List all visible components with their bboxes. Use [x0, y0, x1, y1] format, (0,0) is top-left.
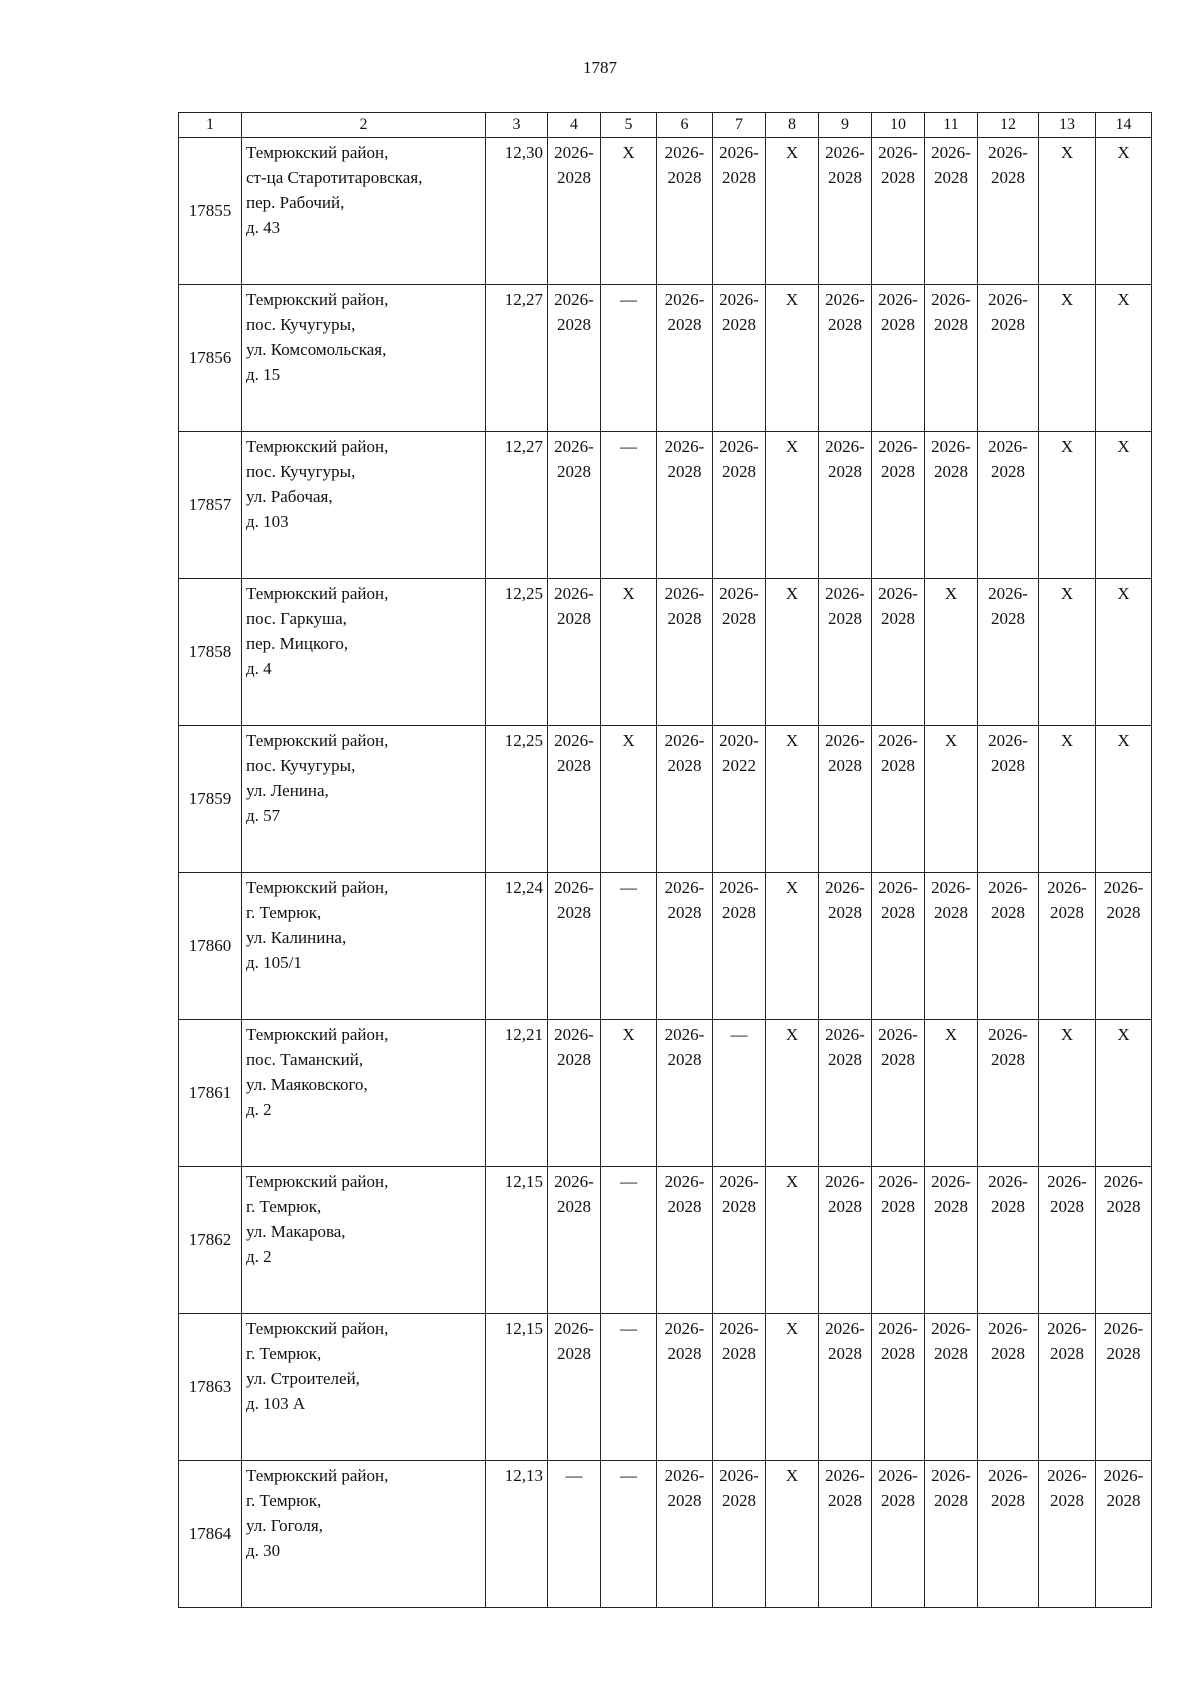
period-cell: —	[601, 1167, 657, 1314]
period-cell: Х	[766, 1314, 819, 1461]
period-cell: Х	[925, 579, 978, 726]
address-line: Темрюкский район,	[246, 290, 389, 309]
address-cell	[242, 873, 486, 1020]
column-header: 7	[713, 113, 766, 138]
address-cell	[242, 1314, 486, 1461]
record-number: 17863	[179, 1314, 242, 1461]
address-line: д. 103 А	[246, 1394, 306, 1413]
table-row	[179, 432, 1152, 579]
period-cell: Х	[1039, 138, 1096, 285]
address-line: пос. Кучугуры,	[246, 462, 356, 481]
address-line: ул. Комсомольская,	[246, 340, 387, 359]
column-header: 11	[925, 113, 978, 138]
record-number: 17860	[179, 873, 242, 1020]
period-cell: 2026- 2028	[978, 138, 1039, 285]
address-line: пер. Рабочий,	[246, 193, 345, 212]
address-line: д. 4	[246, 659, 272, 678]
address-line: Темрюкский район,	[246, 731, 389, 750]
address-line: ул. Маяковского,	[246, 1075, 368, 1094]
address-line: ул. Макарова,	[246, 1222, 346, 1241]
address-line: Темрюкский район,	[246, 878, 389, 897]
period-cell: 2026- 2028	[819, 1020, 872, 1167]
period-cell: Х	[1039, 432, 1096, 579]
address-line: г. Темрюк,	[246, 903, 322, 922]
period-cell: 2026- 2028	[548, 1314, 601, 1461]
period-cell: —	[601, 432, 657, 579]
address-line: г. Темрюк,	[246, 1197, 322, 1216]
address-line: ул. Калинина,	[246, 928, 347, 947]
period-cell: 2026- 2028	[872, 138, 925, 285]
record-number: 17862	[179, 1167, 242, 1314]
period-cell: 2026- 2028	[548, 726, 601, 873]
address-cell	[242, 138, 486, 285]
period-cell: 2026- 2028	[925, 873, 978, 1020]
period-cell: Х	[766, 1167, 819, 1314]
column-number-row	[179, 113, 1152, 138]
page-number: 1787	[583, 58, 617, 77]
period-cell: 2026- 2028	[1096, 1167, 1152, 1314]
address-cell	[242, 432, 486, 579]
period-cell: 2026- 2028	[978, 1461, 1039, 1608]
table-body	[179, 138, 1152, 1608]
address-cell	[242, 726, 486, 873]
period-cell: Х	[766, 873, 819, 1020]
period-cell: 2026- 2028	[978, 1314, 1039, 1461]
period-cell: 2026- 2028	[657, 873, 713, 1020]
table-row	[179, 1167, 1152, 1314]
period-cell: 2026- 2028	[1039, 1314, 1096, 1461]
address-line: Темрюкский район,	[246, 1466, 389, 1485]
period-cell: 2026- 2028	[548, 432, 601, 579]
period-cell: 2026- 2028	[872, 873, 925, 1020]
period-cell: Х	[766, 579, 819, 726]
period-cell: Х	[1039, 1020, 1096, 1167]
period-cell: 2026- 2028	[548, 285, 601, 432]
period-cell: 2026- 2028	[657, 726, 713, 873]
period-cell: 2026- 2028	[819, 285, 872, 432]
address-cell	[242, 1461, 486, 1608]
area-cell: 12,15	[486, 1314, 548, 1461]
period-cell: 2026- 2028	[819, 1167, 872, 1314]
period-cell: Х	[601, 138, 657, 285]
period-cell: Х	[1039, 285, 1096, 432]
period-cell: Х	[766, 432, 819, 579]
address-line: Темрюкский район,	[246, 143, 389, 162]
period-cell: Х	[766, 138, 819, 285]
period-cell: 2026- 2028	[819, 1314, 872, 1461]
period-cell: Х	[1039, 579, 1096, 726]
period-cell: Х	[1096, 285, 1152, 432]
period-cell: Х	[925, 726, 978, 873]
table-row	[179, 1314, 1152, 1461]
record-number: 17864	[179, 1461, 242, 1608]
column-header: 13	[1039, 113, 1096, 138]
period-cell: Х	[925, 1020, 978, 1167]
period-cell: 2026- 2028	[1039, 1461, 1096, 1608]
address-line: д. 105/1	[246, 953, 302, 972]
period-cell: —	[713, 1020, 766, 1167]
area-cell: 12,27	[486, 432, 548, 579]
period-cell: 2026- 2028	[713, 579, 766, 726]
address-line: д. 15	[246, 365, 281, 384]
period-cell: 2026- 2028	[548, 1167, 601, 1314]
table-row	[179, 873, 1152, 1020]
period-cell: 2026- 2028	[713, 1167, 766, 1314]
period-cell: 2026- 2028	[872, 579, 925, 726]
column-header: 12	[978, 113, 1039, 138]
period-cell: 2026- 2028	[925, 432, 978, 579]
area-cell: 12,21	[486, 1020, 548, 1167]
period-cell: 2026- 2028	[978, 432, 1039, 579]
address-line: пер. Мицкого,	[246, 634, 349, 653]
period-cell: Х	[601, 1020, 657, 1167]
address-line: Темрюкский район,	[246, 584, 389, 603]
period-cell: 2026- 2028	[925, 1461, 978, 1608]
address-line: Темрюкский район,	[246, 437, 389, 456]
period-cell: Х	[766, 1461, 819, 1608]
table-row	[179, 1020, 1152, 1167]
period-cell: 2026- 2028	[978, 285, 1039, 432]
area-cell: 12,30	[486, 138, 548, 285]
period-cell: 2026- 2028	[819, 1461, 872, 1608]
period-cell: Х	[1096, 726, 1152, 873]
period-cell: 2026- 2028	[872, 1461, 925, 1608]
period-cell: 2026- 2028	[657, 432, 713, 579]
area-cell: 12,13	[486, 1461, 548, 1608]
period-cell: 2026- 2028	[713, 1461, 766, 1608]
period-cell: 2026- 2028	[548, 579, 601, 726]
address-line: пос. Таманский,	[246, 1050, 364, 1069]
period-cell: 2026- 2028	[1096, 1314, 1152, 1461]
period-cell: 2026- 2028	[1096, 873, 1152, 1020]
address-line: ул. Строителей,	[246, 1369, 360, 1388]
column-header: 8	[766, 113, 819, 138]
period-cell: 2026- 2028	[1039, 873, 1096, 1020]
address-line: ст-ца Старотитаровская,	[246, 168, 423, 187]
period-cell: 2026- 2028	[819, 138, 872, 285]
address-line: пос. Кучугуры,	[246, 756, 356, 775]
period-cell: 2026- 2028	[657, 579, 713, 726]
period-cell: 2026- 2028	[657, 1167, 713, 1314]
address-line: ул. Гоголя,	[246, 1516, 323, 1535]
period-cell: 2026- 2028	[872, 1314, 925, 1461]
period-cell: 2026- 2028	[657, 285, 713, 432]
period-cell: Х	[766, 285, 819, 432]
period-cell: 2026- 2028	[925, 138, 978, 285]
period-cell: Х	[1096, 138, 1152, 285]
period-cell: 2026- 2028	[657, 1314, 713, 1461]
table-row	[179, 138, 1152, 285]
period-cell: Х	[1096, 432, 1152, 579]
period-cell: 2026- 2028	[713, 1314, 766, 1461]
address-line: д. 2	[246, 1100, 272, 1119]
period-cell: 2026- 2028	[713, 285, 766, 432]
period-cell: 2026- 2028	[548, 138, 601, 285]
period-cell: 2026- 2028	[978, 1020, 1039, 1167]
area-cell: 12,15	[486, 1167, 548, 1314]
period-cell: Х	[1039, 726, 1096, 873]
period-cell: 2026- 2028	[548, 1020, 601, 1167]
area-cell: 12,25	[486, 726, 548, 873]
address-cell	[242, 1167, 486, 1314]
period-cell: 2026- 2028	[978, 579, 1039, 726]
column-header: 1	[179, 113, 242, 138]
period-cell: Х	[601, 579, 657, 726]
column-header: 2	[242, 113, 486, 138]
address-line: Темрюкский район,	[246, 1319, 389, 1338]
address-line: пос. Гаркуша,	[246, 609, 347, 628]
area-cell: 12,24	[486, 873, 548, 1020]
period-cell: 2026- 2028	[872, 1020, 925, 1167]
period-cell: Х	[1096, 579, 1152, 726]
period-cell: Х	[1096, 1020, 1152, 1167]
period-cell: 2026- 2028	[657, 1020, 713, 1167]
address-cell	[242, 285, 486, 432]
period-cell: 2026- 2028	[872, 1167, 925, 1314]
period-cell: 2026- 2028	[713, 138, 766, 285]
period-cell: —	[601, 1461, 657, 1608]
period-cell: —	[548, 1461, 601, 1608]
period-cell: 2026- 2028	[1039, 1167, 1096, 1314]
address-line: Темрюкский район,	[246, 1172, 389, 1191]
address-cell	[242, 1020, 486, 1167]
address-line: Темрюкский район,	[246, 1025, 389, 1044]
area-cell: 12,25	[486, 579, 548, 726]
address-cell	[242, 579, 486, 726]
address-line: д. 43	[246, 218, 281, 237]
period-cell: 2026- 2028	[872, 432, 925, 579]
record-number: 17858	[179, 579, 242, 726]
address-line: д. 2	[246, 1247, 272, 1266]
period-cell: 2026- 2028	[548, 873, 601, 1020]
address-line: д. 103	[246, 512, 289, 531]
area-cell: 12,27	[486, 285, 548, 432]
period-cell: 2026- 2028	[925, 1314, 978, 1461]
period-cell: Х	[766, 726, 819, 873]
address-line: д. 30	[246, 1541, 281, 1560]
column-header: 3	[486, 113, 548, 138]
period-cell: 2026- 2028	[872, 726, 925, 873]
table-row	[179, 579, 1152, 726]
period-cell: 2026- 2028	[819, 579, 872, 726]
housing-register-table	[178, 112, 1152, 1608]
address-line: пос. Кучугуры,	[246, 315, 356, 334]
record-number: 17859	[179, 726, 242, 873]
period-cell: 2026- 2028	[657, 138, 713, 285]
period-cell: —	[601, 873, 657, 1020]
table-row	[179, 726, 1152, 873]
period-cell: 2026- 2028	[925, 285, 978, 432]
address-line: г. Темрюк,	[246, 1491, 322, 1510]
period-cell: 2020- 2022	[713, 726, 766, 873]
record-number: 17857	[179, 432, 242, 579]
column-header: 4	[548, 113, 601, 138]
period-cell: —	[601, 1314, 657, 1461]
period-cell: 2026- 2028	[819, 432, 872, 579]
address-line: д. 57	[246, 806, 281, 825]
record-number: 17861	[179, 1020, 242, 1167]
period-cell: 2026- 2028	[978, 1167, 1039, 1314]
record-number: 17855	[179, 138, 242, 285]
column-header: 10	[872, 113, 925, 138]
column-header: 14	[1096, 113, 1152, 138]
record-number: 17856	[179, 285, 242, 432]
period-cell: 2026- 2028	[657, 1461, 713, 1608]
table-row	[179, 1461, 1152, 1608]
column-header: 9	[819, 113, 872, 138]
column-header: 5	[601, 113, 657, 138]
period-cell: —	[601, 285, 657, 432]
period-cell: Х	[601, 726, 657, 873]
period-cell: 2026- 2028	[819, 726, 872, 873]
address-line: г. Темрюк,	[246, 1344, 322, 1363]
period-cell: 2026- 2028	[819, 873, 872, 1020]
period-cell: 2026- 2028	[978, 873, 1039, 1020]
period-cell: 2026- 2028	[872, 285, 925, 432]
period-cell: 2026- 2028	[1096, 1461, 1152, 1608]
period-cell: 2026- 2028	[713, 873, 766, 1020]
period-cell: 2026- 2028	[925, 1167, 978, 1314]
column-header: 6	[657, 113, 713, 138]
address-line: ул. Ленина,	[246, 781, 329, 800]
period-cell: 2026- 2028	[978, 726, 1039, 873]
period-cell: 2026- 2028	[713, 432, 766, 579]
table-row	[179, 285, 1152, 432]
address-line: ул. Рабочая,	[246, 487, 333, 506]
period-cell: Х	[766, 1020, 819, 1167]
